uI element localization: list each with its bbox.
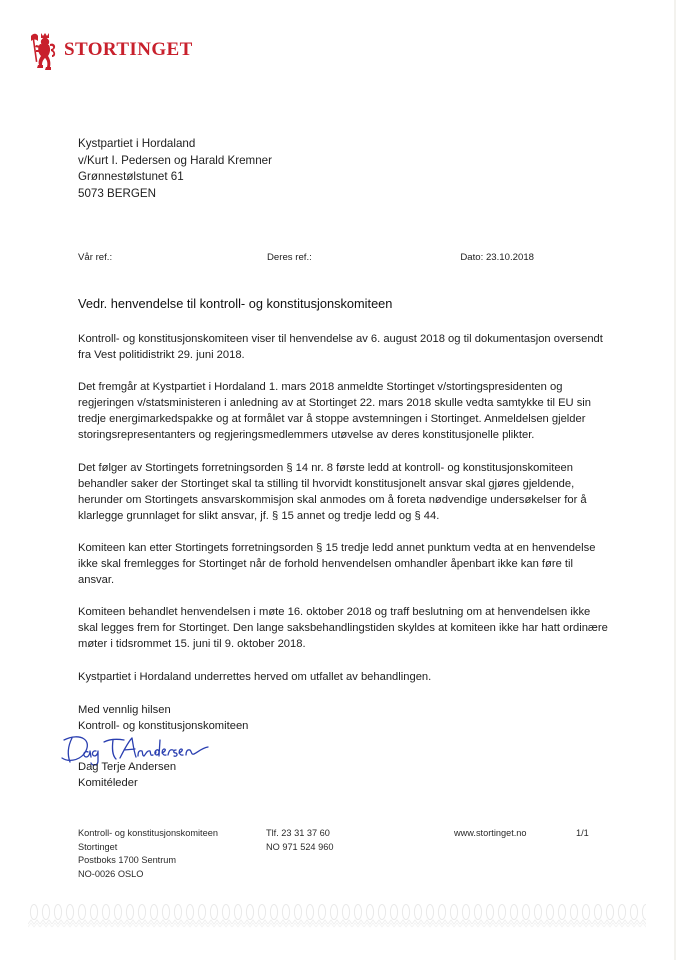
body-paragraph: Kystpartiet i Hordaland underrettes herved om utfallet av behandlingen. (78, 670, 432, 683)
stortinget-logo (30, 30, 193, 74)
page-number: 1/1 (576, 828, 589, 838)
closing-organization: Kontroll- og konstitusjonskomiteen (78, 719, 249, 732)
footer-address-line: NO-0026 OSLO (78, 868, 144, 879)
scan-page-edge (674, 0, 676, 960)
footer-contact (266, 827, 333, 854)
letter-date: Dato: 23.10.2018 (460, 252, 534, 263)
footer-phone: Tlf. 23 31 37 60 (266, 828, 330, 838)
closing-greeting: Med vennlig hilsen (78, 704, 171, 716)
security-pattern-border (28, 902, 646, 928)
recipient-line: Kystpartiet i Hordaland (78, 137, 196, 150)
footer-address-line: Postboks 1700 Sentrum (78, 855, 177, 866)
footer-address-line: Stortinget (78, 841, 118, 852)
their-reference: Deres ref.: (267, 252, 312, 263)
body-paragraph: Det fremgår at Kystpartiet i Hordaland 1. mars 2018 anmeldte Stortinget v/stortingspresidenten og regjeringen v/statsministeren i anledning av at Stortinget 22. mars 2018 skulle vedta samtykke til EU sin tredje energimarkedspakke og at formålet var å stoppe avstemningen i Stortinget. Anmeldelsen gjelder storingsrepresentanters og regjeringsmedlemmers utøvelse av deres konstitusjonelle plikter. (78, 381, 592, 442)
footer-address-line: Kontroll- og konstitusjonskomiteen (78, 828, 218, 838)
signer-block (78, 760, 176, 791)
signer-title: Komitéleder (78, 776, 138, 789)
norwegian-lion-icon (30, 30, 58, 74)
recipient-address (78, 136, 272, 202)
reference-row (78, 250, 534, 264)
signer-name: Dag Terje Andersen (78, 761, 177, 773)
body-paragraph: Det følger av Stortingets forretningsorden § 14 nr. 8 første ledd at kontroll- og konstitusjonskomiteen behandler saker der Stortinget skal ta stilling til hvorvidt konstitusjonelt ansvar skal gjøres gjeldende, herunder om Stortingets ansvarskommisjon skal anmodes om å foreta nødvendige undersøkelser for å klarlegge grunnlaget for slikt ansvar, jf. § 15 annet og tredje ledd og § 44. (78, 461, 587, 522)
recipient-line: Grønnestølstunet 61 (78, 170, 184, 183)
footer-org-number: NO 971 524 960 (266, 841, 334, 852)
letter-body (78, 331, 610, 701)
recipient-line: v/Kurt I. Pedersen og Harald Kremner (78, 153, 272, 167)
logo-wordmark: STORTINGET (64, 39, 193, 60)
footer-address (78, 827, 218, 881)
letter-subject: Vedr. henvendelse til kontroll- og konstitusjonskomiteen (78, 296, 393, 311)
body-paragraph: Komiteen kan etter Stortingets forretningsorden § 15 tredje ledd annet punktum vedta at en henvendelse ikke skal fremlegges for Stortinget når de forhold henvendelsen omhandler åpenbart ikke kan føre til ansvar. (78, 541, 596, 587)
our-reference: Vår ref.: (78, 252, 113, 263)
body-paragraph: Kontroll- og konstitusjonskomiteen viser til henvendelse av 6. august 2018 og til dokumentasjon oversendt fra Vest politidistrikt 29. juni 2018. (78, 333, 603, 362)
recipient-line: 5073 BERGEN (78, 186, 156, 200)
footer-website[interactable]: www.stortinget.no (454, 828, 527, 838)
body-paragraph: Komiteen behandlet henvendelsen i møte 16. oktober 2018 og traff beslutning om at henvendelsen ikke skal legges frem for Stortinget. Den lange saksbehandlingstiden skyldes at komiteen ikke har hatt ordinære møter i tidsrommet 15. juni til 9. oktober 2018. (78, 606, 608, 651)
